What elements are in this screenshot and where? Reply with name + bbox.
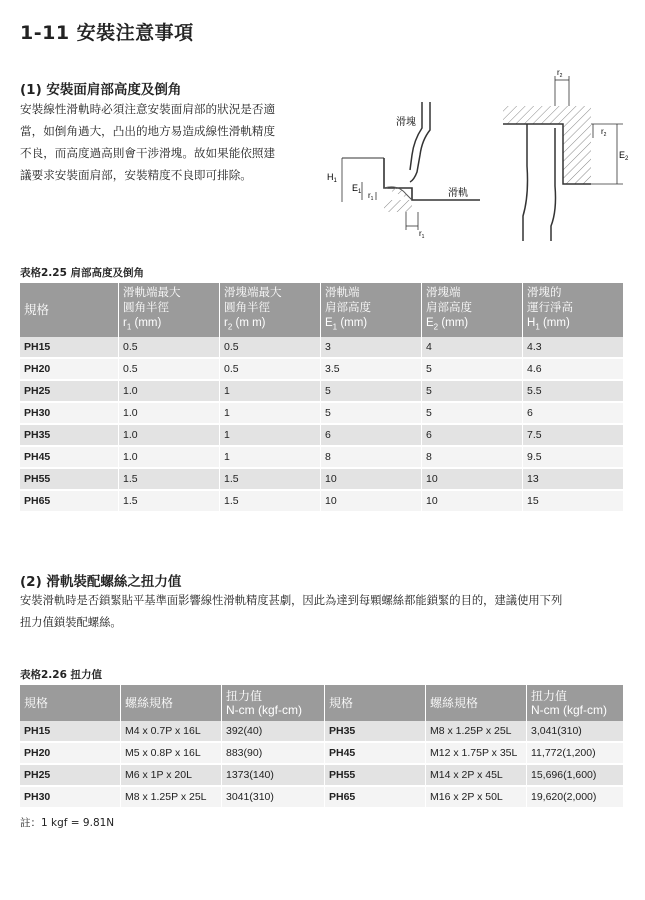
section-title: 1-11 安裝注意事項 [20,22,194,44]
table-cell: PH45 [324,743,425,765]
table-cell: PH65 [20,491,118,513]
side-plate-hatch [563,124,591,184]
shoulder-height-table [20,283,623,513]
header-screw-left: 螺絲規格 [120,685,221,721]
table2-caption: 表格2.26 扭力值 [20,669,103,681]
block-shoulder-diagram [497,66,632,246]
table-cell: 5 [320,381,421,403]
section2-line: 扭力值鎖裝配螺絲。 [20,616,122,629]
r2-side-label: $r_2$ [601,127,607,138]
table-cell: 392(40) [221,721,324,743]
header-spec-left: 規格 [20,685,120,721]
table-row [20,743,623,765]
table-cell: 1.5 [118,469,219,491]
table-cell: 6 [522,403,623,425]
r1-label: $r_1$ [368,191,374,202]
table-cell: M8 x 1.25P x 25L [425,721,526,743]
block-inner-outline [410,102,422,170]
rail-hatch [384,187,412,200]
header-torque-right: 扭力值 N-cm (kgf-cm) [526,685,623,721]
top-plate-hatch [503,106,591,124]
table-cell: 0.5 [219,337,320,359]
header-screw-right: 螺絲規格 [425,685,526,721]
table-cell: 5 [421,403,522,425]
table-cell: 8 [320,447,421,469]
e1-label: $E_1$ [352,183,362,195]
table-cell: PH20 [20,743,120,765]
table-row [20,787,623,809]
table-cell: 1.0 [118,403,219,425]
section1-line: 當，如倒角過大，凸出的地方易造成線性滑軌精度 [20,124,276,138]
header-rail-shoulder: 滑軌端 肩部高度 $E_1$ (mm) [320,283,421,337]
h1-label: $H_1$ [327,172,337,184]
table-cell: 3 [320,337,421,359]
header-spec-right: 規格 [324,685,425,721]
section1-line: 安裝線性滑軌時必須注意安裝面肩部的狀況是否適 [20,102,276,116]
table-cell: PH65 [324,787,425,809]
section1-line: 議要求安裝面肩部，安裝精度不良即可排除。 [20,168,252,182]
table-cell: 0.5 [118,359,219,381]
table-cell: 4.6 [522,359,623,381]
table-cell: 1 [219,403,320,425]
table-cell: M5 x 0.8P x 16L [120,743,221,765]
table-cell: 5.5 [522,381,623,403]
table-cell: 11,772(1,200) [526,743,623,765]
table-cell: 15 [522,491,623,513]
table1-caption: 表格2.25 肩部高度及倒角 [20,267,145,279]
section2-line: 安裝滑軌時是否鎖緊貼平基準面影響線性滑軌精度甚劇，因此為達到每顆螺絲都能鎖緊的目的，建議使用下列 [20,594,563,607]
table-cell: PH45 [20,447,118,469]
table-cell: 9.5 [522,447,623,469]
table-row [20,359,623,381]
table-cell: M4 x 0.7P x 16L [120,721,221,743]
table-cell: 883(90) [221,743,324,765]
r2-top-label: $r_2$ [557,68,563,79]
table-cell: M14 x 2P x 45L [425,765,526,787]
table-cell: 19,620(2,000) [526,787,623,809]
base-hatch [384,200,412,212]
table-cell: 4.3 [522,337,623,359]
table-cell: M16 x 2P x 50L [425,787,526,809]
table-cell: 1.5 [219,469,320,491]
table-cell: PH35 [324,721,425,743]
rail-label: 滑軌 [448,188,468,199]
table-cell: 8 [421,447,522,469]
table-cell: 1 [219,425,320,447]
header-clearance: 滑塊的 運行淨高 $H_1$ (mm) [522,283,623,337]
table-header-row [20,283,623,337]
table-cell: 5 [421,359,522,381]
header-rail-radius: 滑軌端最大 圓角半徑 $r_1$ (mm) [118,283,219,337]
table-cell: 3041(310) [221,787,324,809]
table-cell: 6 [320,425,421,447]
torque-table [20,685,623,809]
table-cell: M6 x 1P x 20L [120,765,221,787]
table-row [20,447,623,469]
section2-paragraph [20,590,630,634]
header-spec: 規格 [20,283,118,337]
table-cell: 1.5 [219,491,320,513]
table-header-row [20,685,623,721]
table-cell: 1.0 [118,447,219,469]
table-cell: PH20 [20,359,118,381]
table-cell: PH15 [20,337,118,359]
table-row [20,381,623,403]
table-cell: 1 [219,381,320,403]
table-cell: M12 x 1.75P x 35L [425,743,526,765]
footnote: 註：1 kgf = 9.81N [20,817,115,829]
table-row [20,469,623,491]
header-block-shoulder: 滑塊端 肩部高度 $E_2$ (mm) [421,283,522,337]
block-outline [410,102,430,182]
table-cell: 13 [522,469,623,491]
table-cell: 1373(140) [221,765,324,787]
table-cell: 1.0 [118,381,219,403]
table-cell: 10 [421,469,522,491]
table-cell: PH30 [20,403,118,425]
table-cell: 10 [320,491,421,513]
table-row [20,765,623,787]
table-cell: 5 [320,403,421,425]
r1-bottom-label: $r_1$ [419,229,425,240]
table-row [20,403,623,425]
table-cell: 5 [421,381,522,403]
rail-shoulder-diagram [322,100,482,240]
table-cell: 3.5 [320,359,421,381]
block-label: 滑塊 [396,117,416,128]
table-row [20,425,623,447]
table-cell: 0.5 [219,359,320,381]
header-torque-left: 扭力值 N-cm (kgf-cm) [221,685,324,721]
table-cell: PH15 [20,721,120,743]
block-right-outline [551,128,556,241]
table-cell: PH30 [20,787,120,809]
table-cell: 1.5 [118,491,219,513]
section2-heading: (2) 滑軌裝配螺絲之扭力值 [20,574,182,590]
table-cell: M8 x 1.25P x 25L [120,787,221,809]
table-cell: 0.5 [118,337,219,359]
block-left-outline [523,124,528,241]
table-cell: 3,041(310) [526,721,623,743]
table-cell: 15,696(1,600) [526,765,623,787]
table-cell: PH25 [20,765,120,787]
table-cell: 4 [421,337,522,359]
table-cell: 10 [421,491,522,513]
e2-label: $E_2$ [619,150,629,162]
table-cell: PH25 [20,381,118,403]
table-cell: PH35 [20,425,118,447]
section1-heading: (1) 安裝面肩部高度及倒角 [20,82,182,98]
header-block-radius: 滑塊端最大 圓角半徑 $r_2$ (m m) [219,283,320,337]
table-cell: PH55 [324,765,425,787]
section1-line: 不良，而高度過高則會干涉滑塊。故如果能依照建 [20,146,276,160]
section1-paragraph [20,98,320,186]
table-cell: 10 [320,469,421,491]
table-row [20,721,623,743]
table-cell: 7.5 [522,425,623,447]
table-cell: 6 [421,425,522,447]
table-row [20,491,623,513]
table-cell: 1 [219,447,320,469]
table-cell: PH55 [20,469,118,491]
table-cell: 1.0 [118,425,219,447]
table-row [20,337,623,359]
